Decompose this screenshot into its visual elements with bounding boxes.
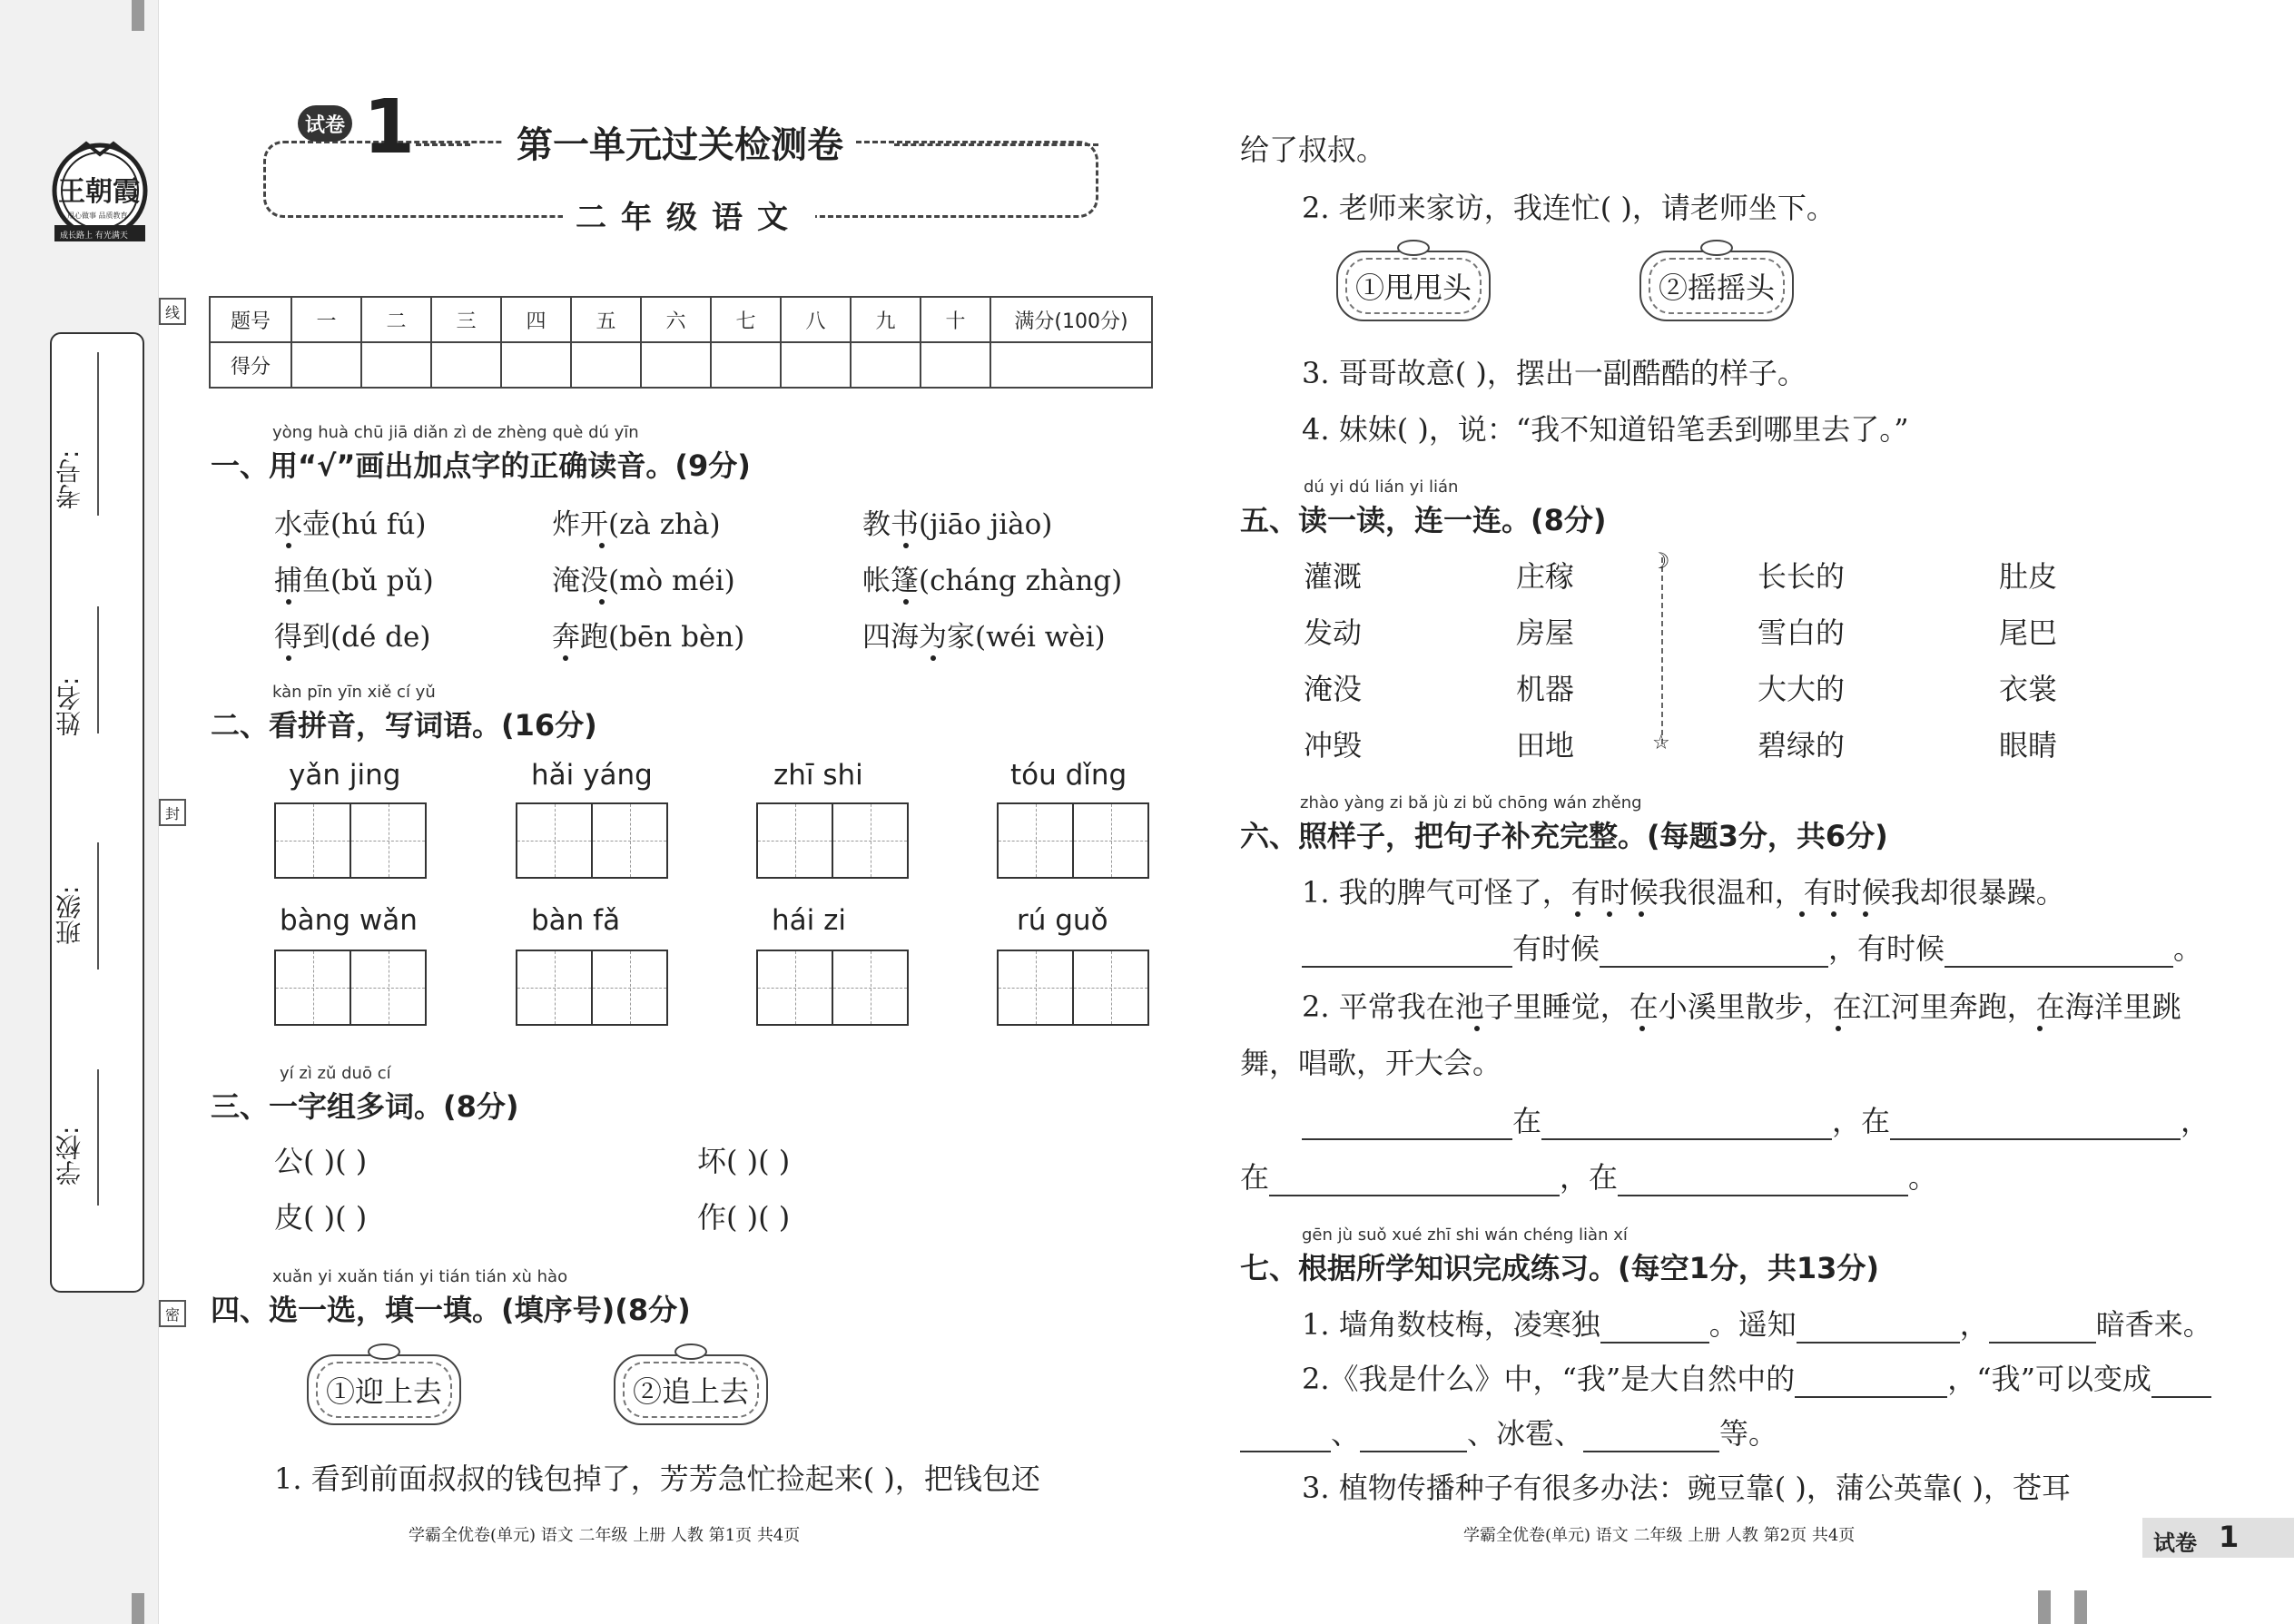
question-text: 舞，唱歌，开大会。 bbox=[1240, 1046, 1502, 1080]
option-card: ①甩甩头 bbox=[1336, 251, 1491, 321]
brand-logo bbox=[45, 127, 154, 254]
seal-mark: 密 bbox=[159, 1300, 186, 1327]
school-label: 学校: bbox=[54, 1126, 84, 1186]
emphasis-dot bbox=[1836, 1026, 1841, 1031]
section-pinyin: dú yi dú lián yi lián bbox=[1304, 477, 1459, 497]
score-input-cell[interactable] bbox=[781, 342, 851, 388]
option-card: ②摇摇头 bbox=[1639, 251, 1794, 321]
section-6-title: 六、照样子，把句子补充完整。(每题3分，共6分) bbox=[1240, 819, 1888, 853]
seal-mark: 线 bbox=[159, 298, 186, 325]
question-item[interactable]: 水壶(hú fú) bbox=[274, 508, 427, 541]
table-cell: 得分 bbox=[210, 342, 291, 388]
emphasis-dot bbox=[1639, 1026, 1645, 1031]
match-word[interactable]: 大大的 bbox=[1757, 672, 1846, 706]
fill-item[interactable]: 坏( )( ) bbox=[697, 1144, 791, 1178]
option-card: ①迎上去 bbox=[307, 1354, 461, 1425]
name-label: 姓名: bbox=[54, 676, 84, 736]
emphasis-dot bbox=[2037, 1026, 2043, 1031]
title-dash bbox=[894, 143, 1098, 146]
fill-item[interactable]: 公( )( ) bbox=[274, 1144, 368, 1178]
section-5-title: 五、读一读，连一连。(8分) bbox=[1240, 503, 1607, 537]
school-line[interactable] bbox=[97, 1069, 99, 1206]
table-cell: 四 bbox=[501, 297, 571, 342]
match-word[interactable]: 尾巴 bbox=[1999, 615, 2058, 650]
pinyin-word: rú guǒ bbox=[1017, 904, 1108, 937]
emphasis-dot bbox=[599, 543, 605, 548]
section-3-title: 三、一字组多词。(8分) bbox=[211, 1089, 519, 1124]
emphasis-dot bbox=[1575, 911, 1580, 917]
match-word[interactable]: 长长的 bbox=[1757, 559, 1846, 594]
writing-grid[interactable] bbox=[274, 802, 427, 879]
writing-grid[interactable] bbox=[756, 950, 909, 1026]
question-text[interactable]: 2. 老师来家访，我连忙( )，请老师坐下。 bbox=[1302, 191, 1836, 225]
logo-slogan: 用心做事 品质教育 bbox=[67, 212, 128, 220]
match-word[interactable]: 淹没 bbox=[1304, 672, 1363, 706]
writing-grid[interactable] bbox=[756, 802, 909, 879]
question-text[interactable]: 3. 植物传播种子有很多办法：豌豆靠( )，蒲公英靠( )，苍耳 bbox=[1302, 1471, 2071, 1505]
name-line[interactable] bbox=[97, 606, 99, 733]
emphasis-dot bbox=[903, 599, 909, 605]
section-pinyin: gēn jù suǒ xué zhī shi wán chéng liàn xí bbox=[1302, 1225, 1628, 1245]
question-item[interactable]: 淹没(mò méi) bbox=[552, 565, 735, 597]
question-item[interactable]: 炸开(zà zhà) bbox=[552, 508, 721, 541]
writing-grid[interactable] bbox=[997, 950, 1149, 1026]
logo-text: 王朝霞 bbox=[58, 176, 140, 208]
pinyin-word: yǎn jing bbox=[289, 759, 401, 792]
match-word[interactable]: 机器 bbox=[1516, 672, 1575, 706]
writing-grid[interactable] bbox=[274, 950, 427, 1026]
score-input-cell[interactable] bbox=[990, 342, 1152, 388]
score-input-cell[interactable] bbox=[641, 342, 711, 388]
score-input-cell[interactable] bbox=[361, 342, 431, 388]
match-word[interactable]: 冲毁 bbox=[1304, 728, 1363, 763]
match-word[interactable]: 灌溉 bbox=[1304, 559, 1363, 594]
pinyin-word: bàn fǎ bbox=[531, 904, 621, 937]
question-text: 1. 我的脾气可怪了，有时候我很温和，有时候我却很暴躁。 bbox=[1302, 875, 2065, 910]
table-cell: 六 bbox=[641, 297, 711, 342]
section-pinyin: kàn pīn yīn xiě cí yǔ bbox=[272, 683, 436, 702]
crop-mark bbox=[2074, 1590, 2087, 1624]
score-input-cell[interactable] bbox=[571, 342, 641, 388]
page-subtitle: 二年级语文 bbox=[563, 192, 815, 237]
score-input-cell[interactable] bbox=[291, 342, 361, 388]
question-item[interactable]: 教书(jiāo jiào) bbox=[862, 508, 1053, 541]
emphasis-dot bbox=[286, 599, 291, 605]
emphasis-dot bbox=[286, 655, 291, 661]
pinyin-word: hǎi yáng bbox=[531, 759, 653, 792]
fill-item[interactable]: 皮( )( ) bbox=[274, 1200, 368, 1235]
pinyin-word: bàng wǎn bbox=[280, 904, 418, 937]
emphasis-dot bbox=[903, 543, 909, 548]
exam-number-line[interactable] bbox=[97, 352, 99, 516]
fill-line[interactable]: 1. 墙角数枝梅，凌寒独 。遥知 ， 暗香来。 bbox=[1302, 1307, 2212, 1342]
match-word[interactable]: 雪白的 bbox=[1757, 615, 1846, 650]
match-word[interactable]: 田地 bbox=[1516, 728, 1575, 763]
title-dash bbox=[416, 143, 470, 146]
pinyin-word: zhī shi bbox=[773, 759, 863, 792]
logo-slogan: 成长路上 有光满天 bbox=[60, 231, 128, 241]
table-cell: 十 bbox=[921, 297, 990, 342]
emphasis-dot bbox=[599, 599, 605, 605]
page-badge-label: 试卷 bbox=[2153, 1530, 2197, 1556]
page-footer: 学霸全优卷(单元) 语文 二年级 上册 人教 第1页 共4页 bbox=[409, 1526, 801, 1545]
match-word[interactable]: 肚皮 bbox=[1999, 559, 2058, 594]
score-input-cell[interactable] bbox=[851, 342, 921, 388]
question-item[interactable]: 帐篷(cháng zhàng) bbox=[862, 565, 1123, 597]
match-word[interactable]: 衣裳 bbox=[1999, 672, 2058, 706]
section-pinyin: xuǎn yi xuǎn tián yi tián tián xù hào bbox=[272, 1267, 568, 1286]
crop-mark bbox=[132, 0, 144, 31]
emphasis-dot bbox=[1474, 1026, 1480, 1031]
page-badge-number: 1 bbox=[2219, 1520, 2240, 1554]
section-7-title: 七、根据所学知识完成练习。(每空1分，共13分) bbox=[1240, 1251, 1880, 1285]
score-input-cell[interactable] bbox=[921, 342, 990, 388]
question-item[interactable]: 得到(dé de) bbox=[274, 621, 431, 654]
fill-line[interactable]: 有时候 ，有时候 。 bbox=[1302, 926, 2202, 968]
table-row bbox=[210, 342, 1152, 388]
crop-mark bbox=[2038, 1590, 2051, 1624]
section-pinyin: yòng huà chū jiā diǎn zì de zhèng què dú yīn bbox=[272, 423, 639, 442]
match-word[interactable]: 房屋 bbox=[1516, 615, 1575, 650]
table-cell: 一 bbox=[291, 297, 361, 342]
table-row bbox=[210, 297, 1152, 342]
score-input-cell[interactable] bbox=[711, 342, 781, 388]
question-text: 2. 平常我在池子里睡觉，在小溪里散步，在江河里奔跑，在海洋里跳 bbox=[1302, 989, 2181, 1024]
match-word[interactable]: 眼睛 bbox=[1999, 728, 2058, 763]
student-info-box bbox=[50, 332, 144, 1293]
pinyin-word: hái zi bbox=[772, 904, 846, 937]
table-cell: 三 bbox=[431, 297, 501, 342]
star-icon: ☆ bbox=[1652, 732, 1670, 754]
table-cell: 五 bbox=[571, 297, 641, 342]
writing-grid[interactable] bbox=[516, 802, 668, 879]
table-cell: 二 bbox=[361, 297, 431, 342]
section-2-title: 二、看拼音，写词语。(16分) bbox=[211, 708, 597, 743]
emphasis-dot bbox=[1799, 911, 1805, 917]
match-word[interactable]: 庄稼 bbox=[1516, 559, 1575, 594]
pinyin-word: tóu dǐng bbox=[1010, 759, 1127, 792]
emphasis-dot bbox=[1831, 911, 1836, 917]
fill-line[interactable]: 、 、冰雹、 等。 bbox=[1240, 1411, 1777, 1452]
question-text[interactable]: 3. 哥哥故意( )，摆出一副酷酷的样子。 bbox=[1302, 356, 1807, 390]
writing-grid[interactable] bbox=[997, 802, 1149, 879]
seal-mark: 封 bbox=[159, 799, 186, 826]
option-card: ②追上去 bbox=[614, 1354, 768, 1425]
emphasis-dot bbox=[563, 655, 568, 661]
fill-item[interactable]: 作( )( ) bbox=[697, 1200, 791, 1235]
page-title: 第一单元过关检测卷 bbox=[504, 116, 856, 168]
question-item[interactable]: 捕鱼(bǔ pǔ) bbox=[274, 565, 434, 597]
table-cell: 九 bbox=[851, 297, 921, 342]
fill-line[interactable]: 2.《我是什么》中，“我”是大自然中的 ，“我”可以变成 bbox=[1302, 1356, 2211, 1398]
question-item[interactable]: 四海为家(wéi wèi) bbox=[862, 621, 1106, 654]
score-input-cell[interactable] bbox=[431, 342, 501, 388]
table-cell: 满分(100分) bbox=[990, 297, 1152, 342]
emphasis-dot bbox=[930, 655, 936, 661]
table-cell: 七 bbox=[711, 297, 781, 342]
table-cell: 题号 bbox=[210, 297, 291, 342]
section-4-title: 四、选一选，填一填。(填序号)(8分) bbox=[211, 1293, 691, 1327]
page-footer: 学霸全优卷(单元) 语文 二年级 上册 人教 第2页 共4页 bbox=[1463, 1526, 1856, 1545]
class-line[interactable] bbox=[97, 842, 99, 969]
emphasis-dot bbox=[1639, 911, 1644, 917]
writing-grid[interactable] bbox=[516, 950, 668, 1026]
exam-number-label: 考号: bbox=[54, 449, 84, 509]
question-text[interactable]: 1. 看到前面叔叔的钱包掉了，芳芳急忙捡起来( )，把钱包还 bbox=[274, 1462, 1040, 1496]
match-word[interactable]: 发动 bbox=[1304, 615, 1363, 650]
paper-number: 1 bbox=[363, 84, 416, 171]
page-badge bbox=[2142, 1518, 2294, 1558]
question-item[interactable]: 奔跑(bēn bèn) bbox=[552, 621, 745, 654]
emphasis-dot bbox=[286, 543, 291, 548]
question-text: 给了叔叔。 bbox=[1240, 133, 1386, 167]
score-table bbox=[209, 296, 1153, 389]
table-cell: 八 bbox=[781, 297, 851, 342]
divider-line bbox=[1661, 557, 1663, 744]
emphasis-dot bbox=[1607, 911, 1612, 917]
section-1-title: 一、用“√”画出加点字的正确读音。(9分) bbox=[211, 448, 751, 483]
section-pinyin: yí zì zǔ duō cí bbox=[280, 1064, 391, 1083]
fill-line[interactable]: 在 ，在 ， bbox=[1302, 1098, 2210, 1140]
emphasis-dot bbox=[1863, 911, 1868, 917]
fill-line[interactable]: 在 ，在 。 bbox=[1240, 1160, 1938, 1195]
class-label: 班级: bbox=[54, 885, 84, 945]
question-text[interactable]: 4. 妹妹( )，说：“我不知道铅笔丢到哪里去了。” bbox=[1302, 412, 1909, 447]
paper-badge: 试卷 bbox=[298, 105, 352, 142]
crop-mark bbox=[132, 1593, 144, 1624]
section-pinyin: zhào yàng zi bǎ jù zi bǔ chōng wán zhěng bbox=[1300, 793, 1642, 812]
score-input-cell[interactable] bbox=[501, 342, 571, 388]
moon-icon: ☽ bbox=[1650, 548, 1670, 574]
match-word[interactable]: 碧绿的 bbox=[1757, 728, 1846, 763]
